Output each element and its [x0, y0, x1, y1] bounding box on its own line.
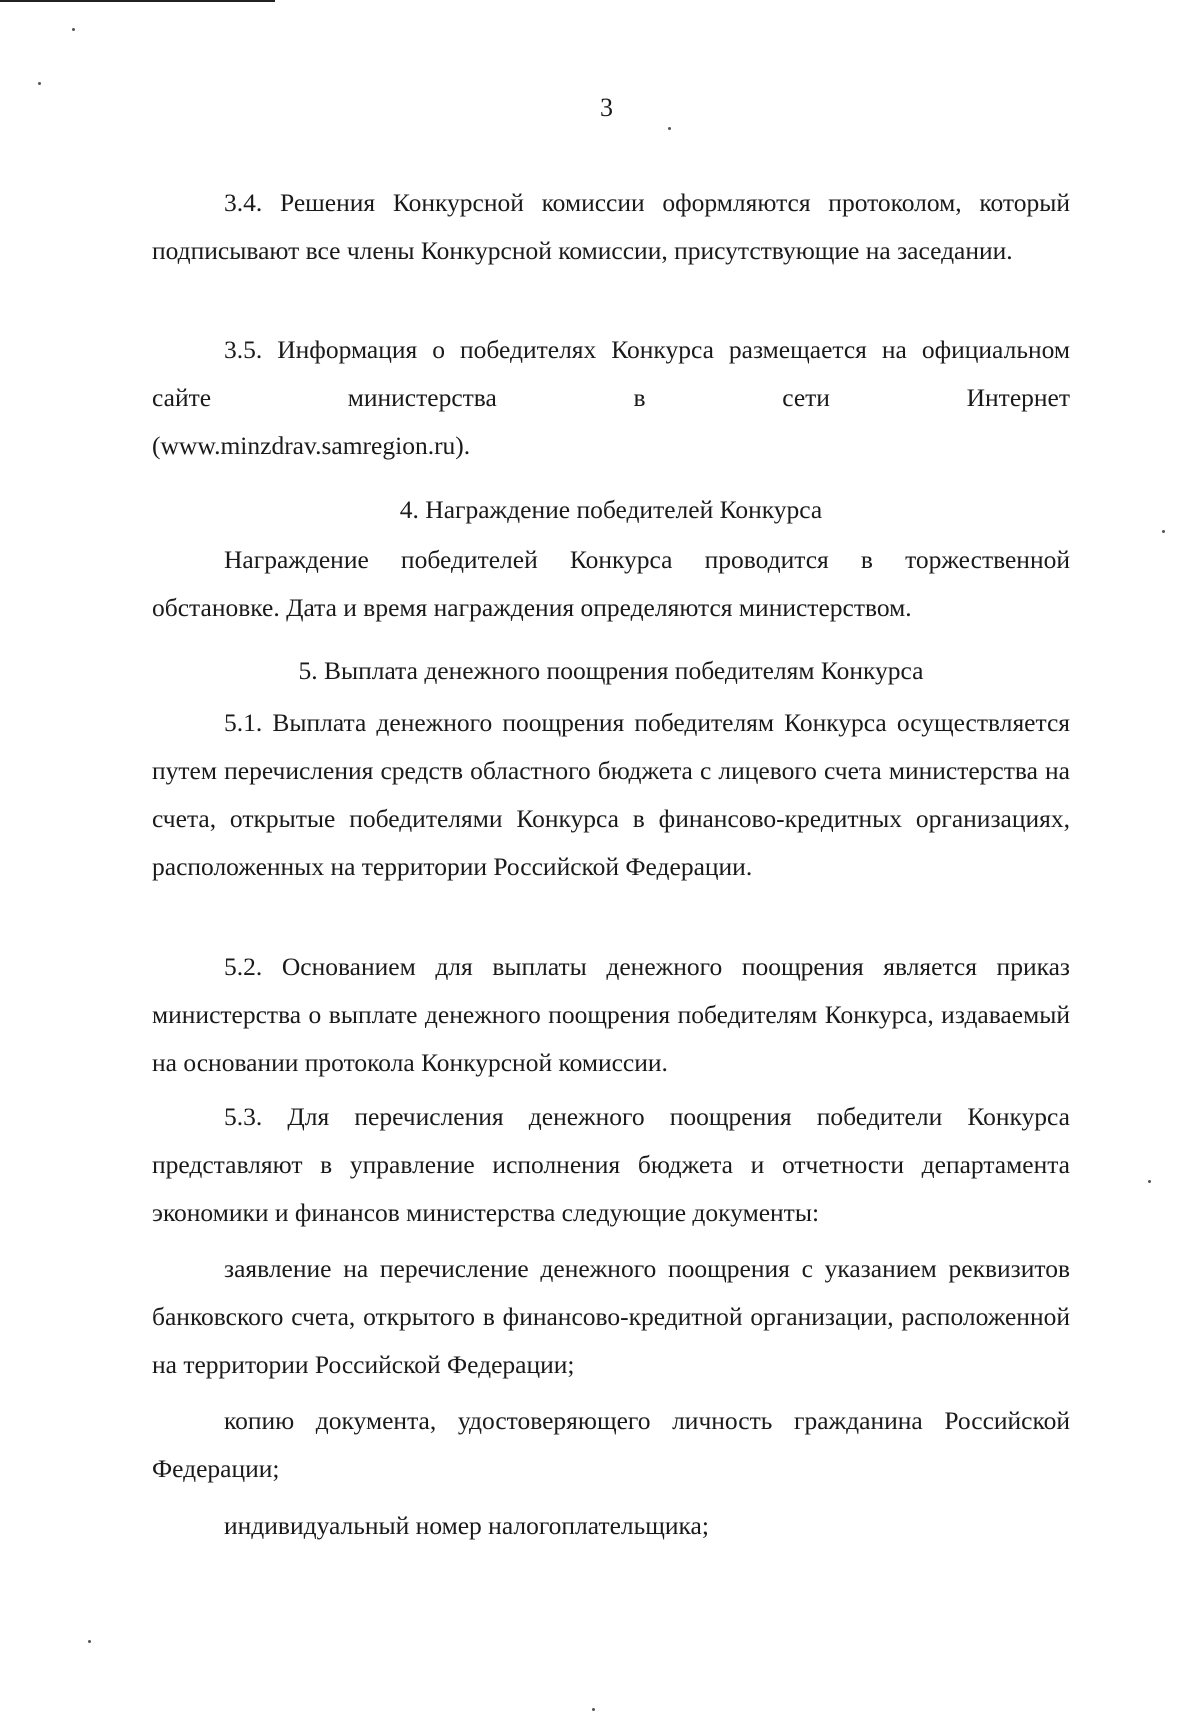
- paragraph-5-3: 5.3. Для перечисления денежного поощрения победители Конкурса представляют в управление исполнения бюджета и отчетности департамента экономики и финансов министерства следующие документы:: [152, 1102, 1070, 1227]
- document-item-2-block: [152, 1397, 1070, 1493]
- paragraph-3-4: 3.4. Решения Конкурсной комиссии оформляются протоколом, который подписывают все члены Конкурсной комиссии, присутствующие на заседании.: [152, 188, 1070, 265]
- document-item-3: индивидуальный номер налогоплательщика;: [224, 1511, 709, 1540]
- paragraph-5-3-block: [152, 1093, 1070, 1237]
- paragraph-5-1-block: [152, 699, 1070, 891]
- section-5-heading: 5. Выплата денежного поощрения победителям Конкурса: [298, 656, 924, 685]
- top-edge-rule: [0, 0, 275, 2]
- paragraph-3-5-block: [152, 326, 1070, 470]
- scan-speck: [592, 1708, 595, 1711]
- scan-speck: [668, 127, 671, 130]
- paragraph-4: Награждение победителей Конкурса проводится в торжественной обстановке. Дата и время награждения определяются министерством.: [152, 545, 1070, 622]
- scan-speck: [1162, 530, 1165, 533]
- page-number: 3: [600, 93, 613, 122]
- section-4-heading-block: [152, 486, 1070, 534]
- document-item-3-block: [152, 1502, 1070, 1550]
- paragraph-3-5-url: (www.minzdrav.samregion.ru).: [152, 431, 471, 460]
- scan-speck: [1148, 1180, 1151, 1183]
- scan-speck: [38, 82, 41, 85]
- paragraph-5-2-block: [152, 943, 1070, 1087]
- paragraph-3-5: 3.5. Информация о победителях Конкурса размещается на официальном сайте министерства в сети Интернет: [152, 335, 1070, 412]
- paragraph-5-2: 5.2. Основанием для выплаты денежного поощрения является приказ министерства о выплате денежного поощрения победителям Конкурса, издаваемый на основании протокола Конкурсной комиссии.: [152, 952, 1070, 1077]
- scan-speck: [88, 1640, 91, 1643]
- document-item-2: копию документа, удостоверяющего личность гражданина Российской Федерации;: [152, 1406, 1070, 1483]
- paragraph-3-4-block: [152, 179, 1070, 275]
- document-item-1: заявление на перечисление денежного поощрения с указанием реквизитов банковского счета, открытого в финансово-кредитной организации, расположенной на территории Российской Федерации;: [152, 1254, 1070, 1379]
- section-5-heading-block: [152, 647, 1070, 695]
- section-4-heading: 4. Награждение победителей Конкурса: [399, 495, 823, 524]
- paragraph-4-block: [152, 536, 1070, 632]
- paragraph-5-1: 5.1. Выплата денежного поощрения победителям Конкурса осуществляется путем перечисления средств областного бюджета с лицевого счета министерства на счета, открытые победителями Конкурса в финансово-кредитных организациях, расположенных на территории Российской Федерации.: [152, 708, 1070, 881]
- scan-speck: [72, 28, 75, 31]
- document-item-1-block: [152, 1245, 1070, 1389]
